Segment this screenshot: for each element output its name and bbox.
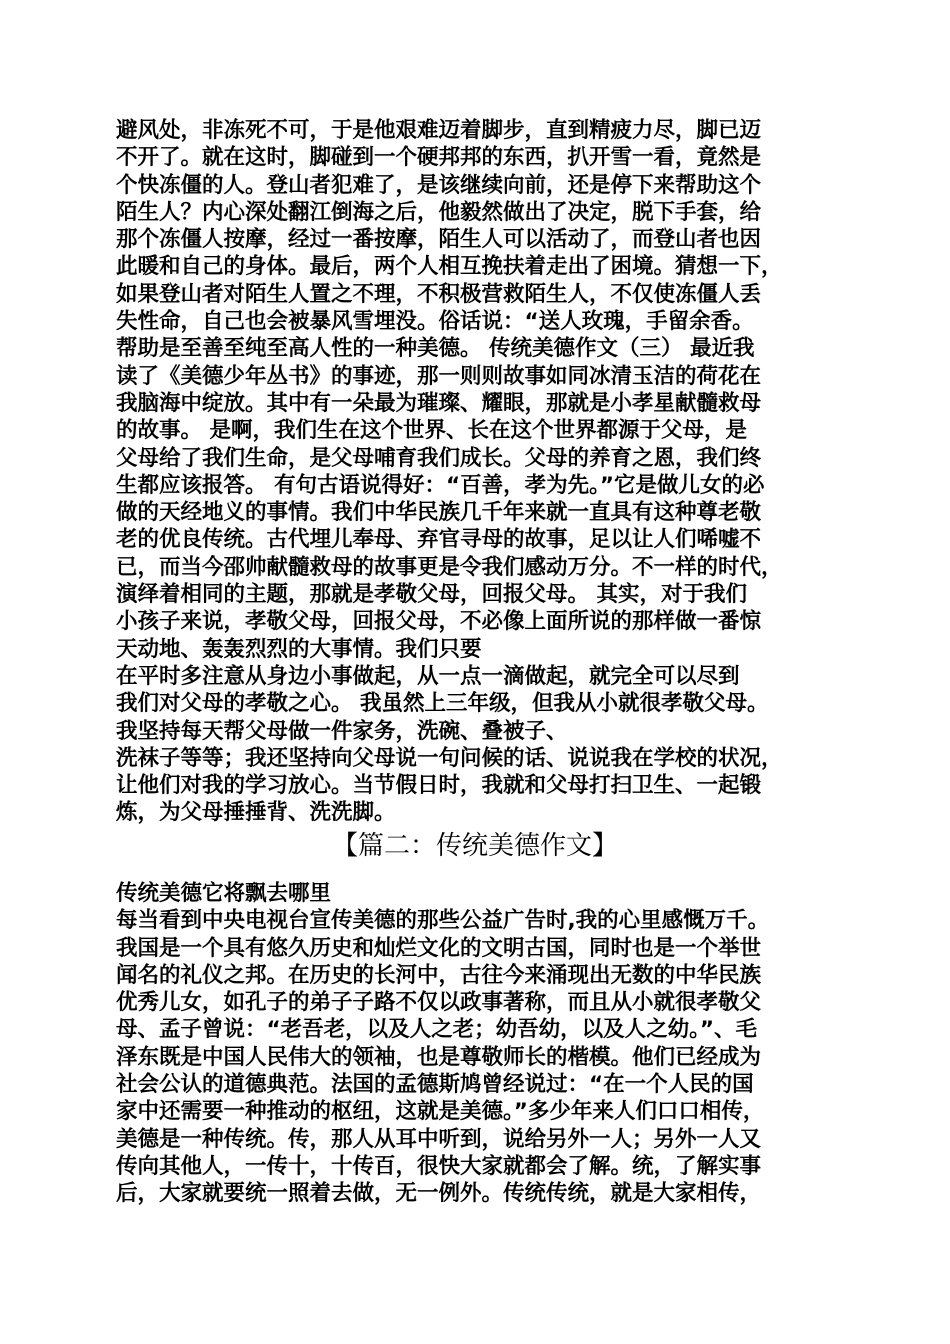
section-heading: 【篇二：传统美德作文】 [331,831,618,861]
essay-two-text-line: 传向其他人，一传十，十传百，很快大家就都会了解。统，了解实事 [116,1153,762,1179]
essay-one-text-line: 小孩子来说，孝敬父母，回报父母，不必像上面所说的那样做一番惊 [116,609,762,635]
essay-one-text-line: 父母给了我们生命，是父母哺育我们成长。父母的养育之恩，我们终 [116,445,762,471]
essay-one-text-line: 演绎着相同的主题，那就是孝敬父母，回报父母。 其实，对于我们 [116,582,747,608]
essay-one-text-line: 我脑海中绽放。其中有一朵最为璀璨、耀眼，那就是小孝星献髓救母 [116,390,762,416]
essay-one-text-line: 已，而当今邵帅献髓救母的故事更是令我们感动万分。不一样的时代， [116,554,783,580]
essay-one-text-line: 我们对父母的孝敬之心。 我虽然上三年级，但我从小就很孝敬父母。 [116,691,769,717]
essay-two-text-line: 泽东既是中国人民伟大的领袖，也是尊敬师长的楷模。他们已经成为 [116,1044,762,1070]
essay-one-text-line: 老的优良传统。古代埋儿奉母、弃官寻母的故事，足以让人们唏嘘不 [116,527,762,553]
essay-one-text-line: 此暖和自己的身体。最后，两个人相互挽扶着走出了困境。猜想一下， [116,254,783,280]
essay-one-text-line: 在平时多注意从身边小事做起，从一点一滴做起，就完全可以尽到 [116,663,740,689]
essay-two-text-line: 后，大家就要统一照着去做，无一例外。传统传统，就是大家相传， [116,1181,762,1207]
essay-one-text-line: 炼，为父母捶捶背、洗洗脚。 [116,800,396,826]
essay-one-text-line: 读了《美德少年丛书》的事迹，那一则则故事如同冰清玉洁的荷花在 [116,363,762,389]
essay-two-text-line: 闻名的礼仪之邦。在历史的长河中，古往今来涌现出无数的中华民族 [116,962,762,988]
essay-one-text-line: 避风处，非冻死不可，于是他艰难迈着脚步，直到精疲力尽，脚已迈 [116,118,762,143]
essay-continuation-paragraph [116,117,856,827]
essay-one-text-line: 洗袜子等等；我还坚持向父母说一句问候的话、说说我在学校的状况， [116,745,783,771]
essay-one-text-line: 天动地、轰轰烈烈的大事情。我们只要 [116,636,482,662]
essay-one-text-line: 不开了。就在这时，脚碰到一个硬邦邦的东西，扒开雪一看，竟然是 [116,145,762,171]
essay-two-body [116,880,856,1208]
essay-two-text-line: 每当看到中央电视台宣传美德的那些公益广告时,我的心里感慨万千。 [116,908,770,934]
essay-one-text-line: 做的天经地义的事情。我们中华民族几千年来就一直具有这种尊老敬 [116,500,762,526]
essay-two-text-line: 社会公认的道德典范。法国的孟德斯鸠曾经说过：“在一个人民的国 [116,1072,754,1098]
essay-one-text-line: 如果登山者对陌生人置之不理，不积极营救陌生人，不仅使冻僵人丢 [116,281,762,307]
essay-two-text-line: 我国是一个具有悠久历史和灿烂文化的文明古国，同时也是一个举世 [116,935,762,961]
essay-two-text-line: 传统美德它将飘去哪里 [116,881,332,906]
essay-two-text-line: 美德是一种传统。传，那人从耳中听到，说给另外一人；另外一人又 [116,1126,762,1152]
essay-one-text-line: 让他们对我的学习放心。当节假日时，我就和父母打扫卫生、一起锻 [116,773,762,799]
essay-one-text-line: 的故事。 是啊，我们生在这个世界、长在这个世界都源于父母，是 [116,418,747,444]
essay-two-text-line: 母、孟子曾说：“老吾老，以及人之老；幼吾幼，以及人之幼。”、毛 [116,1017,758,1043]
essay-one-text-line: 我坚持每天帮父母做一件家务，洗碗、叠被子、 [116,718,568,744]
essay-one-text-line: 生都应该报答。 有句古语说得好：“百善，孝为先。”它是做儿女的必 [116,472,765,498]
essay-two-text-line: 家中还需要一种推动的枢纽，这就是美德。”多少年来人们口口相传， [116,1099,765,1125]
essay-one-text-line: 失性命，自己也会被暴风雪埋没。俗话说：“送人玫瑰，手留余香。 [116,309,754,335]
essay-one-text-line: 帮助是至善至纯至高人性的一种美德。 传统美德作文（三） 最近我 [116,336,755,362]
essay-one-text-line: 那个冻僵人按摩，经过一番按摩，陌生人可以活动了，而登山者也因 [116,227,762,253]
essay-one-text-line: 陌生人？内心深处翻江倒海之后，他毅然做出了决定，脱下手套，给 [116,199,762,225]
essay-two-text-line: 优秀儿女，如孔子的弟子子路不仅以政事著称，而且从小就很孝敬父 [116,990,762,1016]
essay-one-text-line: 个快冻僵的人。登山者犯难了，是该继续向前，还是停下来帮助这个 [116,172,762,198]
